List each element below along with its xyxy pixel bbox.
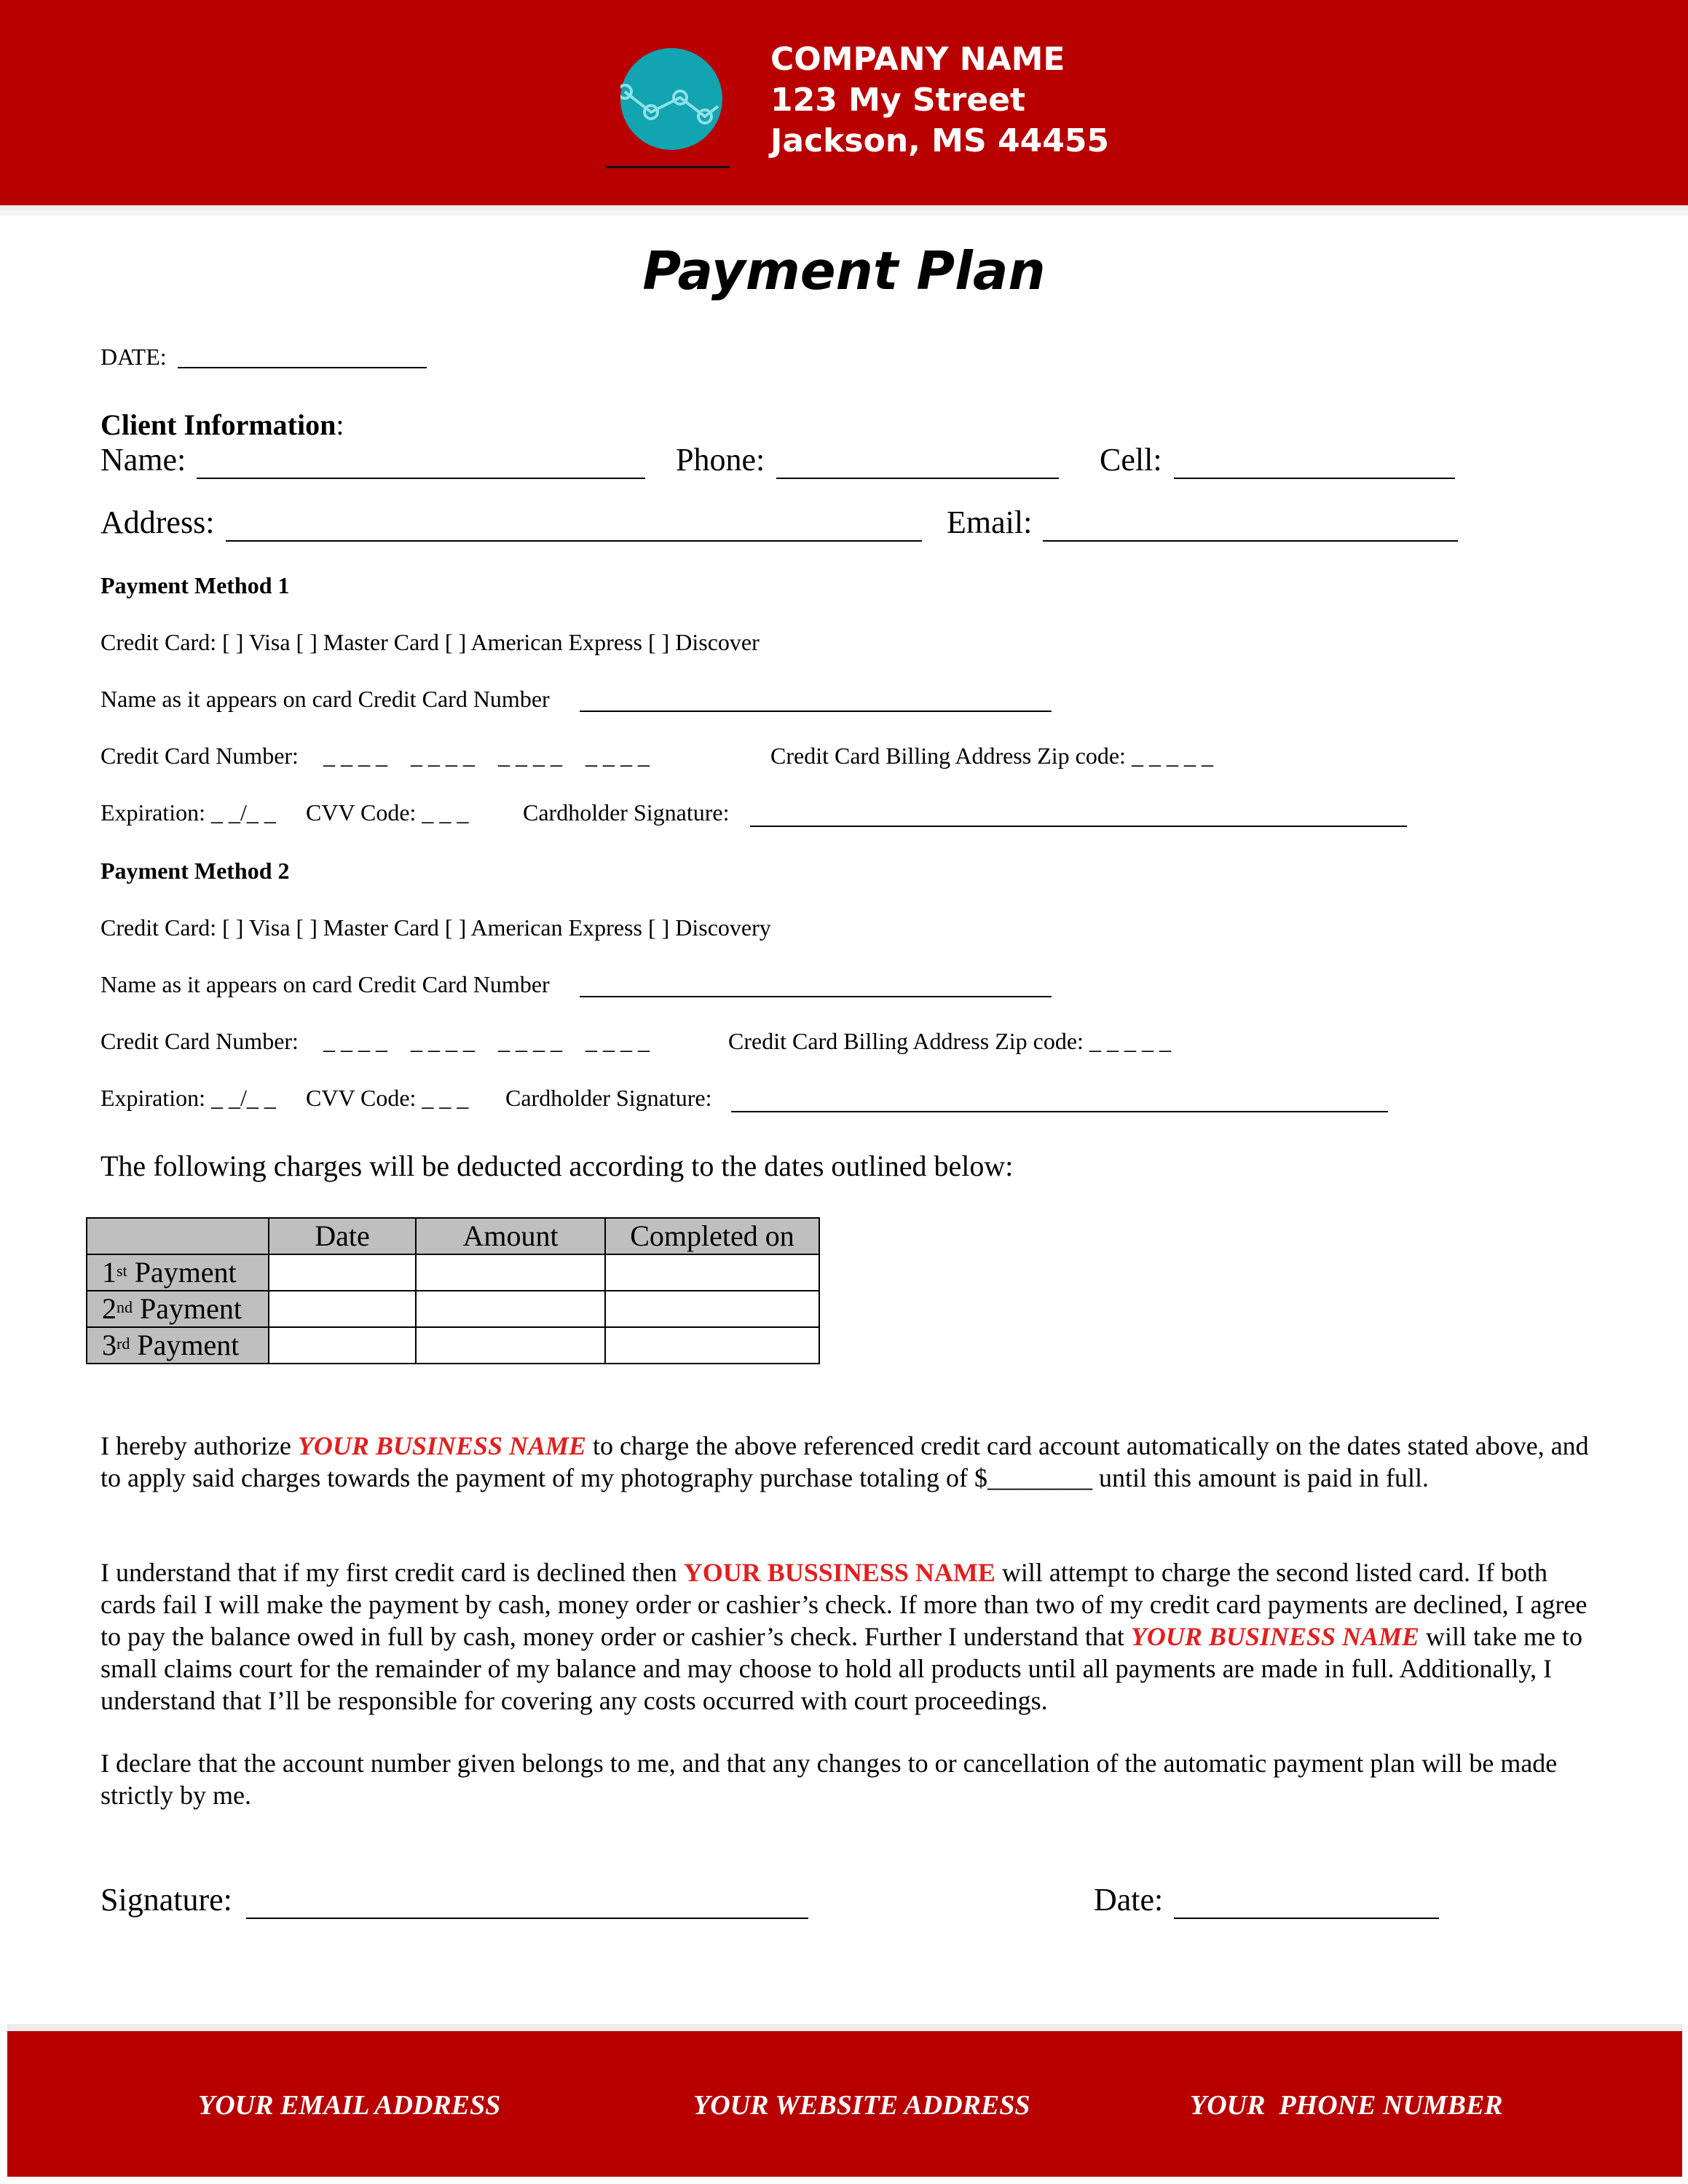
method2-name-on-card-label: Name as it appears on card Credit Card Number [100,971,550,997]
date-cell[interactable] [269,1291,416,1327]
method1-expiration-field[interactable]: Expiration: _ _/_ _ [100,799,276,826]
phone-field[interactable] [776,478,1059,479]
signature-field[interactable] [246,1918,808,1919]
date-label: DATE: [100,344,167,370]
footer-phone[interactable]: YOUR PHONE NUMBER [1190,2090,1503,2121]
table-header-completed: Completed on [605,1218,819,1254]
footer-email[interactable]: YOUR EMAIL ADDRESS [198,2090,501,2121]
email-field[interactable] [1043,540,1458,542]
row-label: 1st Payment [87,1254,269,1291]
method2-zip-field[interactable]: Credit Card Billing Address Zip code: _ _ _ _ _ [728,1028,1171,1054]
date-field[interactable] [178,367,427,368]
method1-card-number-label: Credit Card Number: [100,743,299,769]
date-cell[interactable] [269,1254,416,1291]
completed-cell[interactable] [605,1254,819,1291]
signature-date-label: Date: [1094,1882,1164,1918]
address-field[interactable] [226,540,922,542]
table-corner-cell [87,1218,269,1254]
payments-table [86,1217,820,1364]
page-title: Payment Plan [642,240,1046,301]
company-name: COMPANY NAME [770,41,1065,78]
declaration-paragraph: I declare that the account number given belongs to me, and that any changes to or cancellation of the automatic payment plan will be made strictly by me. [100,1749,1558,1810]
signature-label: Signature: [100,1882,232,1918]
phone-label: Phone: [676,442,765,478]
email-label: Email: [947,505,1033,540]
row-label: 2nd Payment [87,1291,269,1327]
chart-line-icon [620,48,722,150]
table-header-date: Date [269,1218,416,1254]
method1-zip-field[interactable]: Credit Card Billing Address Zip code: _ _ _ _ _ [770,743,1213,769]
completed-cell[interactable] [605,1327,819,1364]
table-row [87,1291,819,1327]
company-street: 123 My Street [770,82,1026,119]
method2-signature-field[interactable] [731,1111,1388,1112]
method1-signature-field[interactable] [750,826,1407,827]
table-row [87,1254,819,1291]
method1-cvv-field[interactable]: CVV Code: _ _ _ [306,799,469,826]
method2-expiration-field[interactable]: Expiration: _ _/_ _ [100,1085,276,1111]
address-label: Address: [100,505,215,540]
method1-name-on-card-label: Name as it appears on card Credit Card Number [100,686,550,712]
cell-label: Cell: [1100,442,1162,478]
row-label: 3rd Payment [87,1327,269,1364]
client-info-heading: Client Information: [100,408,344,441]
method1-signature-label: Cardholder Signature: [523,799,730,826]
date-cell[interactable] [269,1327,416,1364]
completed-cell[interactable] [605,1291,819,1327]
signature-date-field[interactable] [1174,1918,1439,1919]
table-header-row [87,1218,819,1254]
method2-card-types[interactable]: Credit Card: [ ] Visa [ ] Master Card [ ] American Express [ ] Discovery [100,914,771,941]
amount-cell[interactable] [416,1327,605,1364]
method1-name-on-card-field[interactable] [580,711,1052,712]
logo-underline [606,166,730,168]
payment-method-2-heading: Payment Method 2 [100,858,290,884]
method2-cvv-field[interactable]: CVV Code: _ _ _ [306,1085,469,1111]
table-row [87,1327,819,1364]
decline-policy-paragraph: I understand that if my first credit card is declined then YOUR BUSSINESS NAME will attempt to charge the second listed card. If both cards fail I will make the payment by cash, money order or cashier’s check. If more than two of my credit card payments are declined, I agree to pay the balance owed in full by cash, money order or cashier’s check. Further I understand that YOUR BUSINESS NAME will take me to small claims court for the remainder of my balance and may choose to hold all products until all payments are made in full. Additionally, I understand that I’ll be responsible for covering any costs occurred with court proceedings. [100,1558,1588,1715]
method1-card-types[interactable]: Credit Card: [ ] Visa [ ] Master Card [ ] American Express [ ] Discover [100,629,760,655]
method2-card-number-field[interactable]: _ _ _ _ _ _ _ _ _ _ _ _ _ _ _ _ [323,1028,650,1054]
amount-cell[interactable] [416,1254,605,1291]
method2-card-number-label: Credit Card Number: [100,1028,299,1054]
authorization-paragraph: I hereby authorize YOUR BUSINESS NAME to charge the above referenced credit card account automatically on the dates stated above, and to apply said charges towards the payment of my photography purchase totaling of $________ until this amount is paid in full. [100,1431,1589,1492]
table-header-amount: Amount [416,1218,605,1254]
company-logo [620,48,722,150]
payment-method-1-heading: Payment Method 1 [100,572,290,598]
name-label: Name: [100,442,186,478]
name-field[interactable] [197,478,645,479]
charges-intro: The following charges will be deducted according to the dates outlined below: [100,1150,1014,1182]
method2-name-on-card-field[interactable] [580,996,1052,997]
method2-signature-label: Cardholder Signature: [505,1085,712,1111]
method1-card-number-field[interactable]: _ _ _ _ _ _ _ _ _ _ _ _ _ _ _ _ [323,743,650,769]
company-city: Jackson, MS 44455 [770,122,1110,159]
amount-cell[interactable] [416,1291,605,1327]
footer-website[interactable]: YOUR WEBSITE ADDRESS [693,2090,1030,2121]
cell-field[interactable] [1174,478,1455,479]
